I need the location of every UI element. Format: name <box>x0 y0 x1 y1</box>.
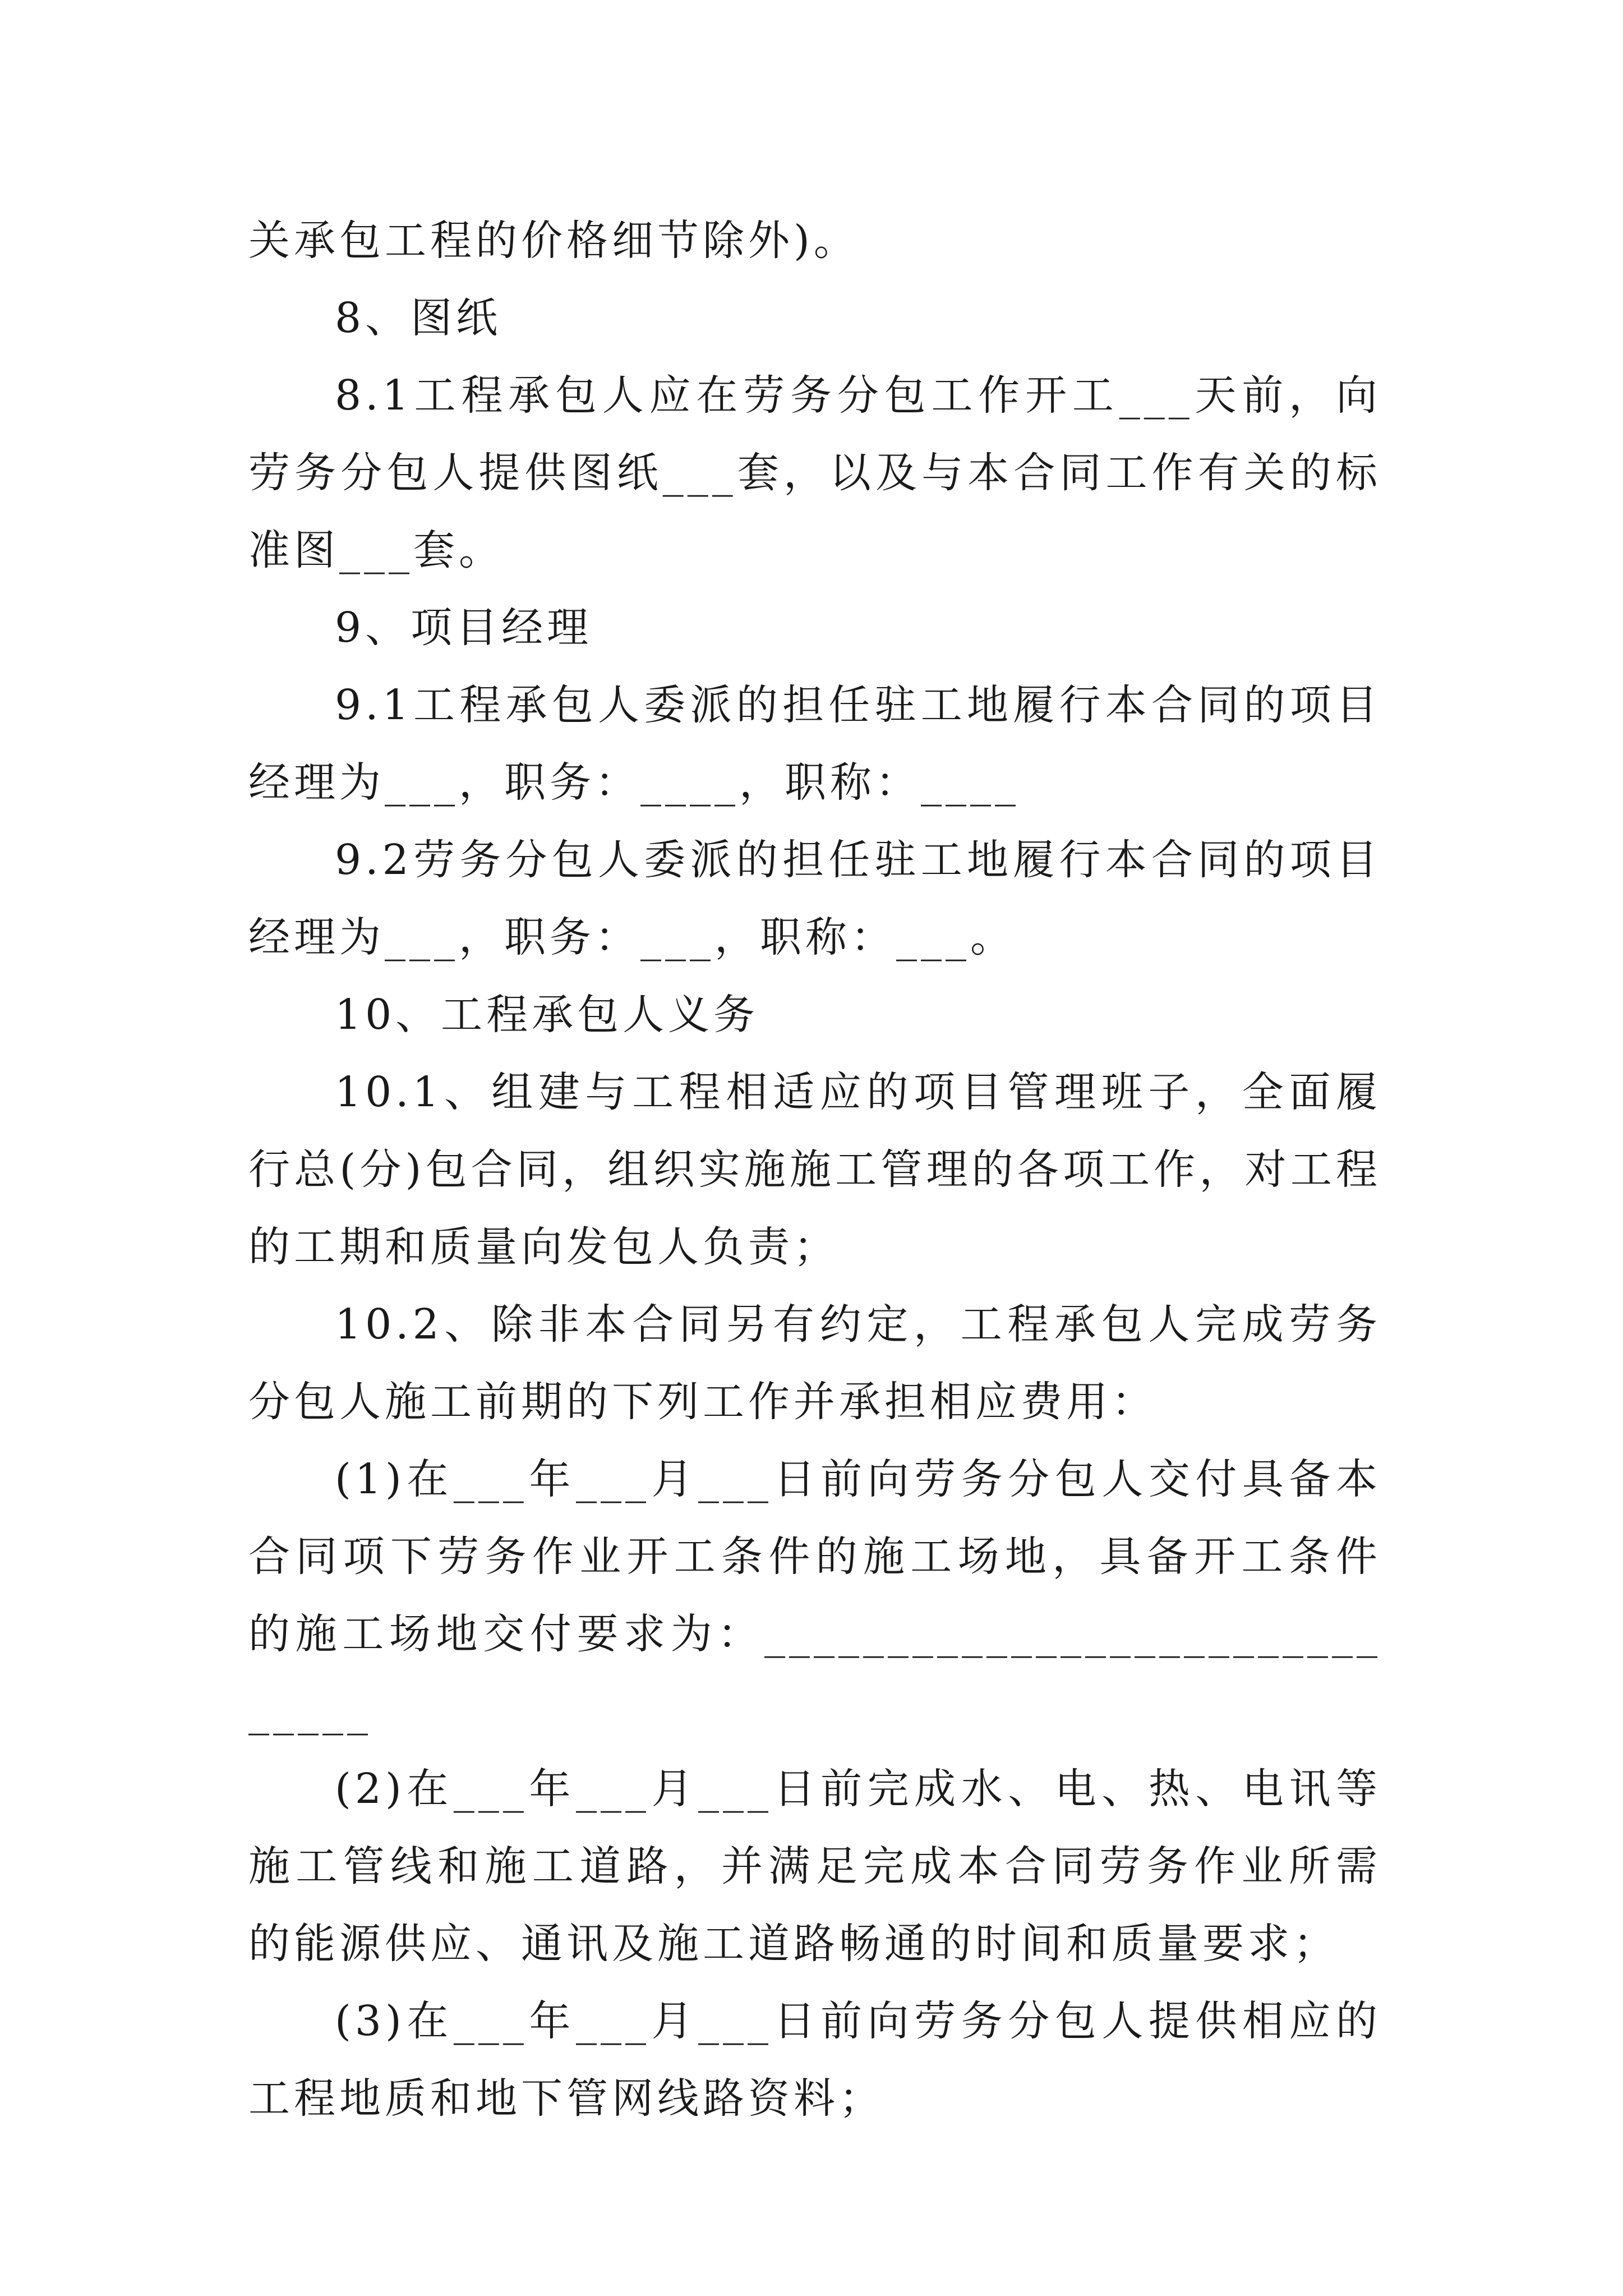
section-heading-project-manager: 9、项目经理 <box>335 604 593 652</box>
document-body <box>248 202 1381 2137</box>
paragraph-continuation: 关承包工程的价格细节除外)。 <box>248 217 859 265</box>
clause-8-1: 8.1工程承包人应在劳务分包工作开工___天前，向劳务分包人提供图纸___套，以及与本合同工作有关的标准图___套。 <box>248 371 1381 574</box>
clause-10-1: 10.1、组建与工程相适应的项目管理班子，全面履行总(分)包合同，组织实施施工管理的各项工作，对工程的工期和质量向发包人负责； <box>248 1068 1381 1271</box>
item-3: (3)在___年___月___日前向劳务分包人提供相应的工程地质和地下管网线路资料； <box>248 1997 1381 2123</box>
section-heading-contractor-obligations: 10、工程承包人义务 <box>335 991 759 1039</box>
section-heading-drawings: 8、图纸 <box>335 294 502 342</box>
clause-9-1: 9.1工程承包人委派的担任驻工地履行本合同的项目经理为___，职务：____，职称：____ <box>248 681 1381 807</box>
item-2: (2)在___年___月___日前完成水、电、热、电讯等施工管线和施工道路，并满足完成本合同劳务作业所需的能源供应、通讯及施工道路畅通的时间和质量要求； <box>248 1765 1381 1968</box>
clause-10-2: 10.2、除非本合同另有约定，工程承包人完成劳务分包人施工前期的下列工作并承担相应费用： <box>248 1300 1381 1426</box>
item-1: (1)在___年___月___日前向劳务分包人交付具备本合同项下劳务作业开工条件的施工场地，具备开工条件的施工场地交付要求为：______________________________ <box>248 1455 1381 1736</box>
clause-9-2: 9.2劳务分包人委派的担任驻工地履行本合同的项目经理为___，职务：___，职称：___。 <box>248 836 1381 961</box>
